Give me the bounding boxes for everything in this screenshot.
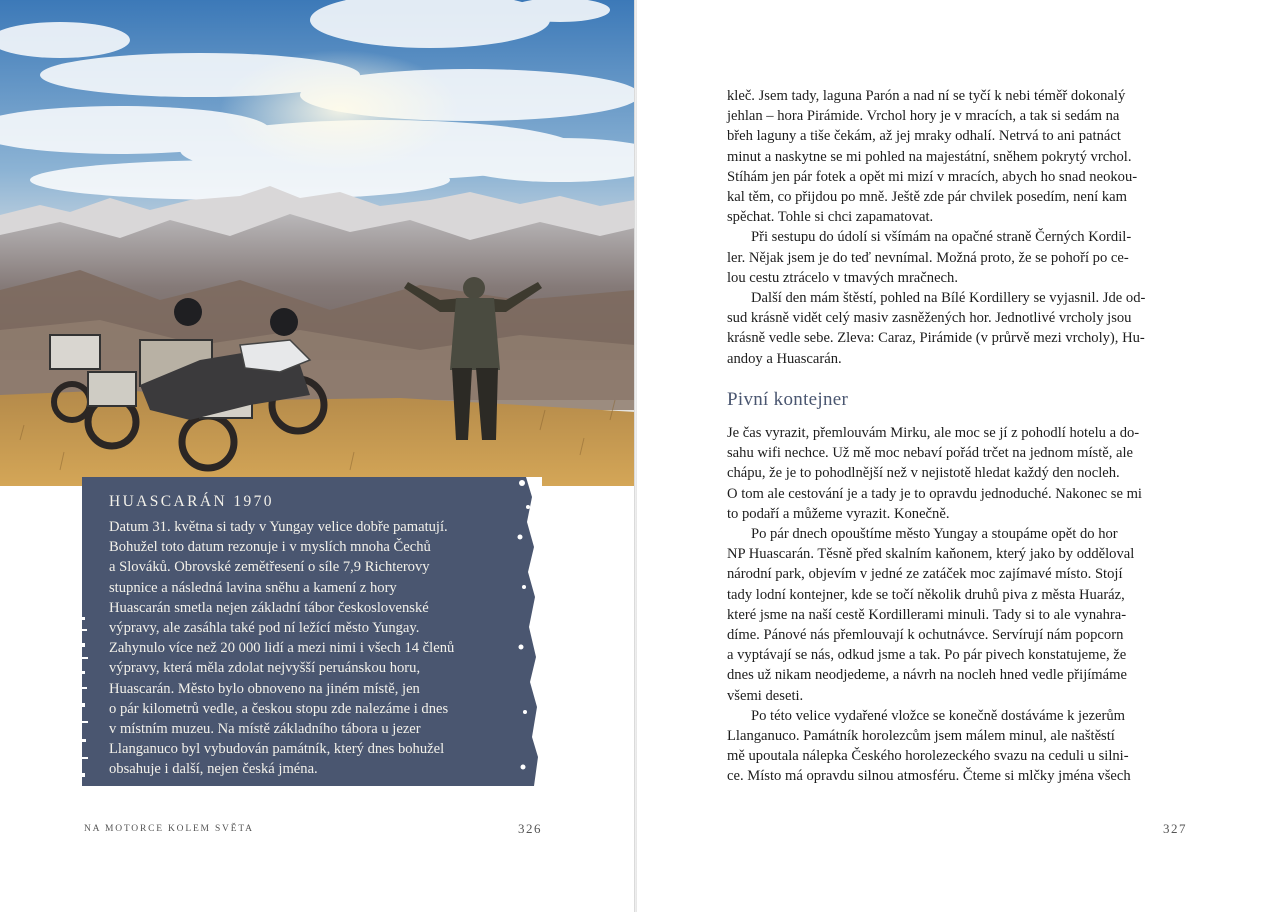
sidebar-line: v místním muzeu. Na místě základního tábora u jezer [109, 721, 421, 738]
sidebar-line: výpravy, ale zasáhla také pod ní ležící město Yungay. [109, 620, 420, 637]
text-line: sahu wifi nechce. Už mě moc nebaví pořád trčet na jednom místě, ale [727, 445, 1134, 462]
right-page [637, 0, 1270, 912]
text-line: všemi deseti. [727, 687, 804, 704]
text-line: Je čas vyrazit, přemlouvám Mirku, ale moc se jí z pohodlí hotelu a do- [727, 425, 1140, 441]
body-text-top [727, 86, 1145, 369]
text-line: andoy a Huascarán. [727, 350, 842, 367]
motorcycle-mountain-photo [0, 0, 635, 486]
sidebar-line: Huascarán smetla nejen základní tábor československé [109, 599, 429, 616]
text-line: to podaří a můžeme vyrazit. Konečně. [727, 505, 950, 522]
text-line: Při sestupu do údolí si všímám na opačné straně Černých Kordil- [751, 229, 1132, 246]
text-line: kal těm, co přijdou po mně. Ještě zde pár chvilek posedím, není kam [727, 189, 1128, 206]
text-line: břeh laguny a tiše čekám, až jej mraky odhalí. Netrvá to ani patnáct [727, 128, 1121, 145]
sidebar-line: Huascarán. Město bylo obnoveno na jiném místě, jen [109, 680, 420, 697]
rough-right-edge-decoration [512, 477, 542, 786]
text-line: Stíhám jen pár fotek a opět mi mizí v mracích, abych ho snad neokou- [727, 168, 1138, 185]
huascaran-sidebar-box [82, 477, 542, 786]
sidebar-line: výpravy, která měla zdolat nejvyšší peruánskou horu, [109, 660, 421, 677]
text-line: tady lodní kontejner, kde se točí několik druhů piva z města Huaráz, [727, 586, 1125, 603]
text-line: ler. Nějak jsem je do teď nevnímal. Možná proto, že se pohoří po ce- [727, 249, 1129, 266]
text-line: ce. Místo má opravdu silnou atmosféru. Čteme si mlčky jména všech [727, 768, 1131, 785]
body-text-bottom [727, 423, 1142, 787]
text-line: minut a naskytne se mi pohled na majestátní, sněhem pokrytý vrchol. [727, 148, 1132, 165]
text-line: mě upoutala nálepka Českého horolezeckého svazu na ceduli u silni- [727, 748, 1129, 765]
section-heading: Pivní kontejner [727, 389, 849, 410]
text-line: a vyptávají se nás, odkud jsme a tak. Po pár pivech konstatujeme, že [727, 647, 1127, 664]
text-line: NP Huascarán. Těsně před skalním kaňonem, který jako by odděloval [727, 546, 1135, 563]
text-line: Další den mám štěstí, pohled na Bílé Kordillery se vyjasnil. Jde od- [751, 290, 1146, 307]
text-line: O tom ale cestování je a tady je to opravdu jednoduché. Nakonec se mi [727, 485, 1142, 502]
rough-left-edge-decoration [82, 477, 92, 786]
text-line: které jsme na naší cestě Kordillerami minuli. Tady si to ale vynahra- [727, 606, 1127, 623]
text-line: díme. Pánové nás přemlouvají k ochutnávce. Servírují nám popcorn [727, 627, 1124, 644]
text-line: Po této velice vydařené vložce se konečně dostáváme k jezerům [751, 707, 1126, 724]
text-line: jehlan – hora Pirámide. Vrchol hory je v mracích, a tak si sedám na [727, 108, 1120, 125]
page-number-right: 327 [1163, 821, 1187, 836]
sidebar-line: Llanganuco byl vybudován památník, který dnes bohužel [109, 741, 445, 758]
text-line: spěchat. Tohle si chci zapamatovat. [727, 209, 934, 226]
text-line: lou cestu ztrácelo v tmavých mračnech. [727, 269, 958, 286]
text-line: krásně vedle sebe. Zleva: Caraz, Pirámide (v průrvě mezi vrcholy), Hu- [727, 330, 1145, 347]
text-line: dnes už nikam neodjedeme, a návrh na nocleh hned vedle přijímáme [727, 667, 1127, 684]
text-line: chápu, že je to pohodlnější než v nejistotě hledat každý den nocleh. [727, 465, 1120, 482]
text-line: kleč. Jsem tady, laguna Parón a nad ní se tyčí k nebi téměř dokonalý [727, 88, 1126, 104]
sidebar-line: obsahuje i další, nejen česká jména. [109, 761, 318, 778]
sidebar-line: stupnice a následná lavina sněhu a kamení z hory [109, 579, 397, 596]
sidebar-line: o pár kilometrů vedle, a českou stopu zde nalezáme i dnes [109, 700, 449, 717]
page-number-left: 326 [518, 821, 542, 836]
text-line: Po pár dnech opouštíme město Yungay a stoupáme opět do hor [751, 526, 1118, 543]
sidebar-line: Bohužel toto datum rezonuje i v myslích mnoha Čechů [109, 539, 431, 556]
running-footer-book-title: NA MOTORCE KOLEM SVĚTA [84, 824, 254, 834]
sidebar-line: a Slováků. Obrovské zemětřesení o síle 7,9 Richterovy [109, 559, 430, 576]
text-line: sud krásně vidět celý masiv zasněžených hor. Jednotlivé vrcholy jsou [727, 310, 1132, 327]
sidebar-box-text [109, 517, 514, 780]
sidebar-line: Datum 31. května si tady v Yungay velice dobře pamatují. [109, 519, 448, 535]
text-line: Llanganuco. Památník horolezcům jsem málem minul, ale naštěstí [727, 728, 1115, 745]
sidebar-line: Zahynulo více než 20 000 lidí a mezi nimi i všech 14 členů [109, 640, 455, 657]
text-line: národní park, objevím v jedné ze zatáček moc zajímavé místo. Stojí [727, 566, 1123, 583]
sidebar-box-title: HUASCARÁN 1970 [109, 493, 274, 510]
